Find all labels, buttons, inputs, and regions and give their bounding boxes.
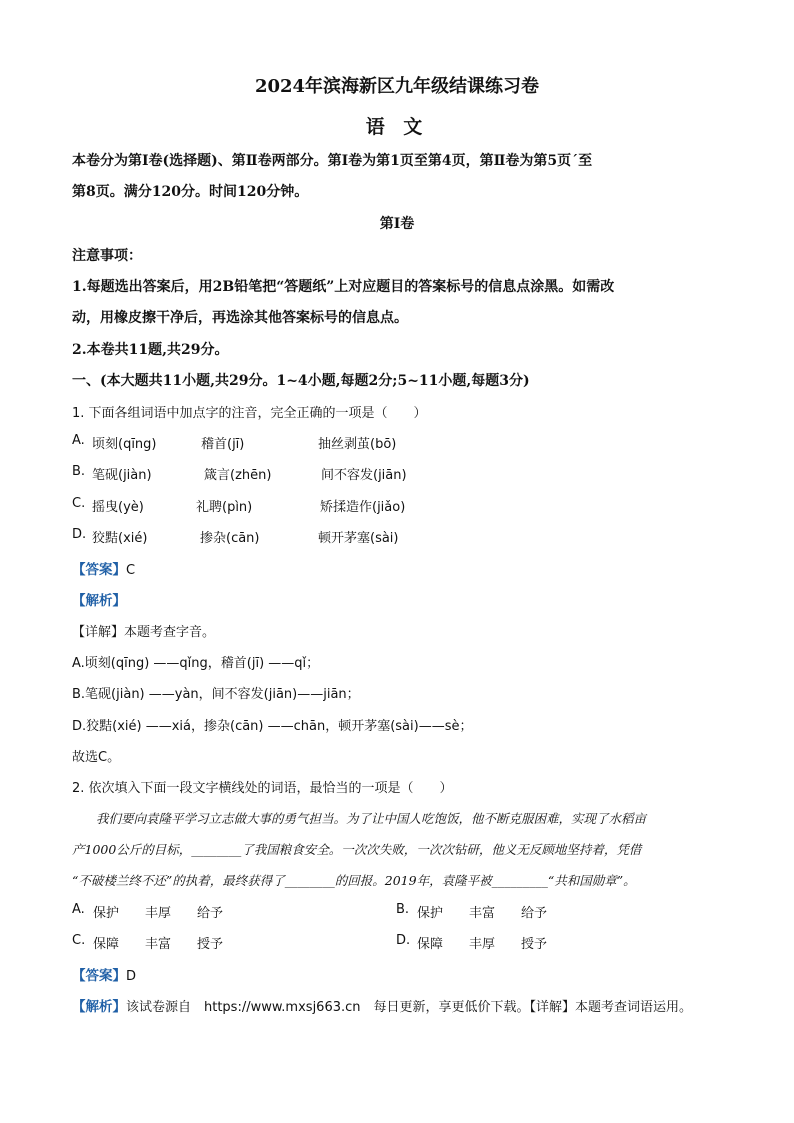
option-word-2: 箴言(zhēn): [204, 468, 272, 483]
detail-tag: 【详解】: [72, 625, 125, 640]
option-word-2: 礼聘(pìn): [196, 500, 253, 515]
notes-heading: 注意事项：: [72, 248, 142, 264]
option-word-3: 间不容发(jiān): [321, 468, 407, 483]
question-1-answer: [72, 558, 135, 578]
option-text: 保护 丰富 给予: [417, 906, 548, 921]
option-word-2: 稽首(jī): [201, 437, 245, 452]
question-2-stem: 2. 依次填入下面一段文字横线处的词语，最恰当的一项是（ ）: [72, 781, 453, 796]
option-label: B.: [72, 464, 86, 479]
option-word-2: 掺杂(cān): [200, 531, 260, 546]
analysis-tag: 【解析】: [72, 999, 126, 1015]
question-1-detail-line-a: A.顷刻(qīng) ——qǐng，稽首(jī) ——qǐ；: [72, 656, 320, 671]
document-title: 2024年滨海新区九年级结课练习卷: [254, 76, 540, 97]
analysis-text: 该试卷源自 https://www.mxsj663.cn 每日更新，享更低价下载。: [126, 1000, 530, 1015]
question-2-passage-line-3: “不破楼兰终不还”的执着，最终获得了________的回报。2019年，袁隆平被_________“共和国勋章”。: [72, 873, 636, 888]
option-word-1: 摇曳(yè): [92, 500, 144, 515]
option-word-1: 笔砚(jiàn): [92, 468, 152, 483]
intro-line-1: 本卷分为第Ⅰ卷(选择题)、第Ⅱ卷两部分。第Ⅰ卷为第1页至第4页，第Ⅱ卷为第5页´至: [72, 153, 593, 169]
question-1-detail-line-b: B.笔砚(jiàn) ——yàn，间不容发(jiān)——jiān；: [72, 687, 360, 702]
question-1-detail: [72, 621, 215, 640]
volume-label: 第Ⅰ卷: [379, 216, 415, 232]
answer-value: D: [126, 969, 137, 984]
detail-text: 本题考查词语运用。: [575, 1000, 693, 1015]
notes-item-2: 2.本卷共11题,共29分。: [72, 342, 229, 358]
detail-tag: 【详解】: [529, 1000, 576, 1015]
option-text: 保护 丰厚 给予: [93, 906, 224, 921]
question-1-conclusion: 故选C。: [72, 750, 121, 765]
option-word-3: 顿开茅塞(sài): [318, 531, 399, 546]
option-word-1: 顷刻(qīng): [92, 437, 157, 452]
option-label: A.: [72, 902, 85, 917]
intro-line-2: 第8页。满分120分。时间120分钟。: [72, 184, 309, 200]
option-label: B.: [396, 902, 410, 917]
notes-item-1-line-1: 1.每题选出答案后，用2B铅笔把“答题纸”上对应题目的答案标号的信息点涂黑。如需改: [72, 279, 615, 295]
option-label: A.: [72, 433, 85, 448]
option-word-3: 抽丝剥茧(bō): [318, 437, 397, 452]
answer-tag: 【答案】: [72, 968, 126, 984]
option-label: D.: [72, 527, 87, 542]
question-2-answer: [72, 964, 136, 984]
question-2-passage-line-1: 我们要向袁隆平学习立志做大事的勇气担当。为了让中国人吃饱饭，他不断克服困难，实现了水稻亩: [96, 811, 647, 826]
section-1-heading: 一、(本大题共11小题,共29分。1~4小题,每题2分;5~11小题,每题3分): [72, 373, 530, 389]
notes-item-1-line-2: 动，用橡皮擦干净后，再选涂其他答案标号的信息点。: [72, 310, 408, 326]
option-label: C.: [72, 496, 86, 511]
question-2-passage-line-2: 产1000公斤的目标，________了我国粮食安全。一次次失败，一次次钻研，他义无反顾地坚持着，凭借: [72, 842, 642, 857]
question-1-stem: 1. 下面各组词语中加点字的注音，完全正确的一项是（ ）: [72, 406, 427, 421]
detail-text: 本题考查字音。: [124, 625, 216, 640]
question-1-analysis-tag: 【解析】: [72, 593, 126, 609]
question-1-detail-line-d: D.狡黠(xié) ——xiá，掺杂(cān) ——chān，顿开茅塞(sài)——sè；: [72, 719, 473, 734]
answer-value: C: [126, 563, 136, 578]
option-text: 保障 丰厚 授予: [417, 937, 548, 952]
answer-tag: 【答案】: [72, 562, 126, 578]
option-label: D.: [396, 933, 411, 948]
subject-heading: 语 文: [365, 116, 429, 138]
question-2-analysis: [72, 995, 692, 1015]
option-label: C.: [72, 933, 86, 948]
option-word-1: 狡黠(xié): [92, 531, 148, 546]
option-word-3: 矫揉造作(jiǎo): [320, 500, 406, 515]
option-text: 保障 丰富 授予: [93, 937, 224, 952]
